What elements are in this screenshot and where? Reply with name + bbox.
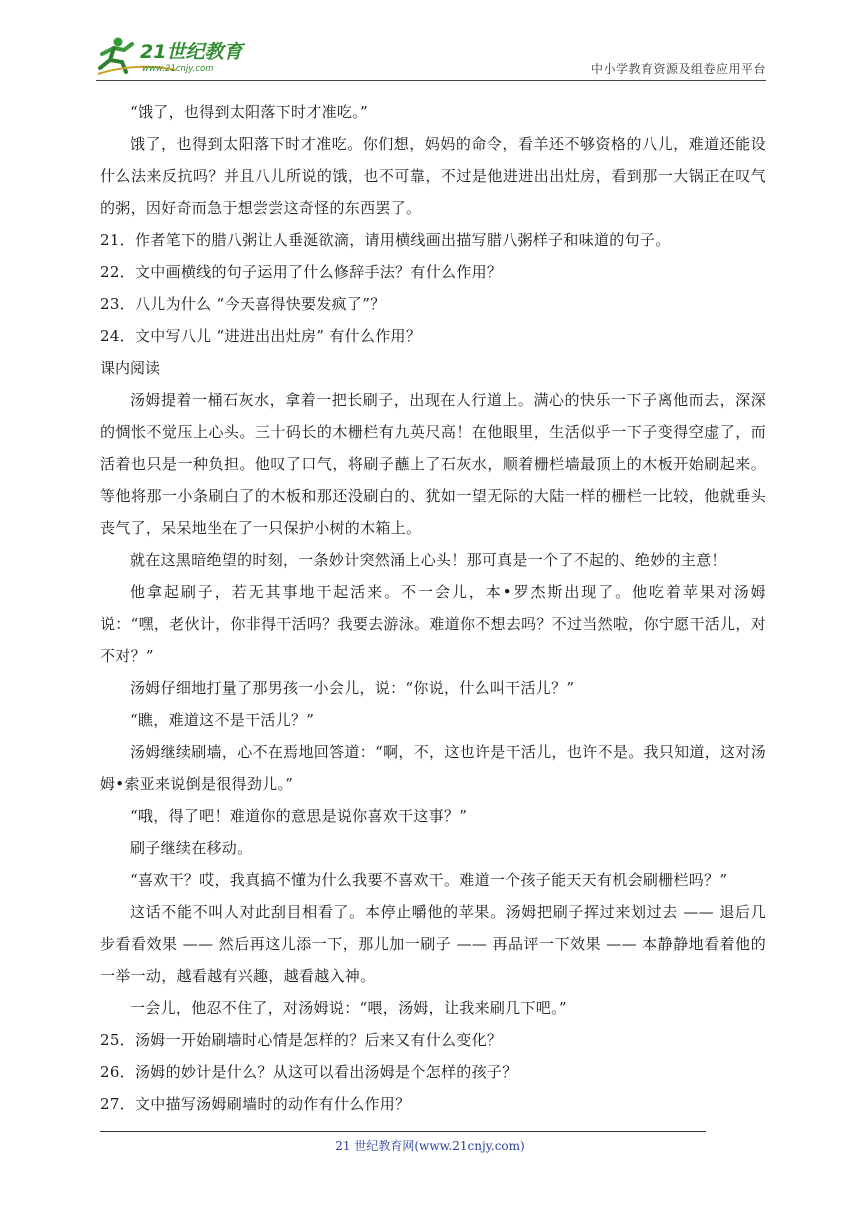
brand-logo — [96, 34, 266, 76]
body-paragraph: 他拿起刷子，若无其事地干起活来。不一会儿，本•罗杰斯出现了。他吃着苹果对汤姆说：“嘿，老伙计，你非得干活吗？我要去游泳。难道你不想去吗？不过当然啦，你宁愿干活儿，对不对？” — [100, 583, 766, 665]
logo-url: www.21cnjy.com — [142, 64, 214, 74]
body-paragraph: 汤姆继续刷墙，心不在焉地回答道：“啊，不，这也许是干活儿，也许不是。我只知道，这对汤姆•索亚来说倒是很得劲儿。” — [100, 743, 766, 793]
body-paragraph: 汤姆提着一桶石灰水，拿着一把长刷子，出现在人行道上。满心的快乐一下子离他而去，深深的惆怅不觉压上心头。三十码长的木栅栏有九英尺高！在他眼里，生活似乎一下子变得空虚了，而活着也只是一种负担。他叹了口气，将刷子蘸上了石灰水，顺着栅栏墙最顶上的木板开始刷起来。等他将那一小条刷白了的木板和那还没刷白的、犹如一望无际的大陆一样的栅栏一比较，他就垂头丧气了，呆呆地坐在了一只保护小树的木箱上。 — [100, 391, 766, 537]
runner-logo-icon — [96, 34, 266, 76]
question-item: 25．汤姆一开始刷墙时心情是怎样的？后来又有什么变化？ — [100, 1031, 503, 1049]
body-paragraph: 饿了，也得到太阳落下时才准吃。你们想，妈妈的命令，看羊还不够资格的八儿，难道还能设什么法来反抗吗？并且八儿所说的饿，也不可靠，不过是他进进出出灶房，看到那一大锅正在叹气的粥，因好奇而急于想尝尝这奇怪的东西罢了。 — [100, 135, 766, 217]
body-paragraph: 一会儿，他忍不住了，对汤姆说：“喂，汤姆，让我来刷几下吧。” — [130, 999, 567, 1017]
body-paragraph: “哦，得了吧！难道你的意思是说你喜欢干这事？” — [130, 807, 468, 825]
question-item: 24．文中写八儿 “进进出出灶房” 有什么作用？ — [100, 327, 422, 345]
body-paragraph: 就在这黑暗绝望的时刻，一条妙计突然涌上心头！那可真是一个了不起的、绝妙的主意！ — [130, 551, 727, 569]
page-footer: 21 世纪教育网(www.21cnjy.com) — [335, 1139, 525, 1153]
header-divider — [96, 80, 766, 81]
question-item: 22．文中画横线的句子运用了什么修辞手法？有什么作用？ — [100, 263, 503, 281]
body-paragraph: “喜欢干？哎，我真搞不懂为什么我要不喜欢干。难道一个孩子能天天有机会刷栅栏吗？” — [130, 871, 728, 889]
article-body — [100, 96, 766, 1120]
section-heading: 课内阅读 — [100, 359, 161, 377]
question-item: 21．作者笔下的腊八粥让人垂涎欲滴，请用横线画出描写腊八粥样子和味道的句子。 — [100, 231, 671, 249]
question-item: 26．汤姆的妙计是什么？从这可以看出汤姆是个怎样的孩子？ — [100, 1063, 518, 1081]
platform-name: 中小学教育资源及组卷应用平台 — [590, 62, 766, 76]
body-paragraph: 汤姆仔细地打量了那男孩一小会儿，说：“你说，什么叫干活儿？” — [130, 679, 575, 697]
body-paragraph: “饿了，也得到太阳落下时才准吃。” — [130, 103, 368, 121]
question-item: 23．八儿为什么 “今天喜得快要发疯了”？ — [100, 295, 386, 313]
body-paragraph: 刷子继续在移动。 — [130, 839, 253, 857]
page-header — [96, 34, 766, 80]
body-paragraph: “瞧，难道这不是干活儿？” — [130, 711, 315, 729]
footer-divider — [100, 1131, 706, 1132]
logo-text: 21世纪教育 — [140, 41, 243, 63]
question-item: 27．文中描写汤姆刷墙时的动作有什么作用？ — [100, 1095, 411, 1113]
body-paragraph: 这话不能不叫人对此刮目相看了。本停止嚼他的苹果。汤姆把刷子挥过来划过去 —— 退后几步看看效果 —— 然后再这儿添一下，那儿加一刷子 —— 再品评一下效果 —— 本静静地看着他的一举一动，越看越有兴趣，越看越入神。 — [100, 903, 766, 985]
